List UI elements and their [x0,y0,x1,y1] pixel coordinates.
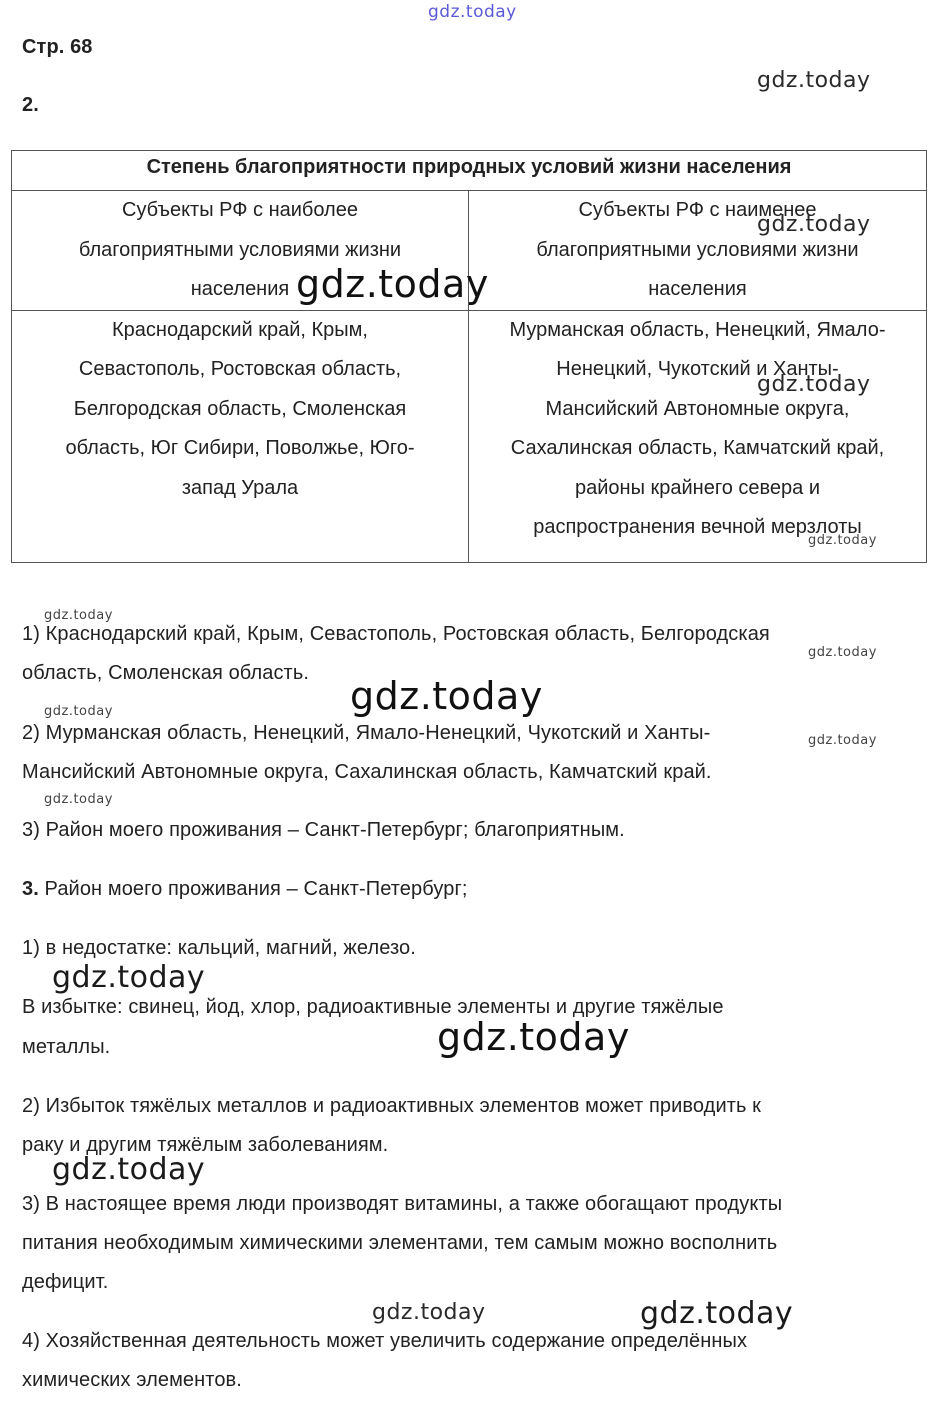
answer-line: 1) Краснодарский край, Крым, Севастополь, Ростовская область, Белгородская [22,623,770,645]
watermark-top: gdz.today [428,2,517,22]
table-title: Степень благоприятности природных условий жизни населения [12,151,927,191]
watermark: gdz.today [52,960,206,995]
cell-line: Сахалинская область, Камчатский край, [510,437,885,459]
task-2-number: 2. [22,94,39,116]
header-line: населения [648,278,747,300]
cell-line: Мансийский Автономные округа, [545,397,850,420]
answer-line: питания необходимым химическими элементами, тем самым можно восполнить [22,1232,778,1254]
watermark: gdz.today [808,733,877,748]
header-line: Субъекты РФ с наименее [578,199,817,221]
answer-line: 3) Район моего проживания – Санкт-Петербург; благоприятным. [22,819,625,841]
answer-line: раку и другим тяжёлым заболеваниям. [22,1134,389,1156]
watermark: gdz.today [808,645,877,660]
task-3-intro: Район моего проживания – Санкт-Петербург; [38,878,468,900]
watermark: gdz.today [808,533,877,548]
cell-line: Мурманская область, Ненецкий, Ямало- [509,318,886,341]
watermark: gdz.today [372,1300,486,1325]
answer-line: дефицит. [22,1271,109,1293]
table-cell-most-favorable [12,310,469,562]
table-cell-least-favorable [469,310,927,562]
cell-line: область, Юг Сибири, Поволжье, Юго- [65,437,415,459]
task-3-number: 3. [22,878,39,900]
watermark: gdz.today [757,212,871,237]
task-3-heading [22,870,468,909]
cell-line: Белгородская область, Смоленская [73,397,407,420]
answer-line: химических элементов. [22,1369,242,1391]
watermark: gdz.today [757,372,871,397]
answer-line: металлы. [22,1036,111,1058]
cell-line: Ненецкий, Чукотский и Ханты- [556,358,839,380]
watermark: gdz.today [44,608,113,623]
watermark: gdz.today [437,1015,630,1059]
page-reference: Стр. 68 [22,36,93,58]
answer-line: 1) в недостатке: кальций, магний, железо. [22,937,416,959]
watermark: gdz.today [44,792,113,807]
cell-line: распространения вечной мерзлоты [533,516,862,538]
cell-line: Севастополь, Ростовская область, [78,358,402,380]
cell-line: Краснодарский край, Крым, [112,318,368,341]
answer-line: 2) Мурманская область, Ненецкий, Ямало-Ненецкий, Чукотский и Ханты- [22,722,711,744]
watermark: gdz.today [640,1296,794,1331]
table-header-least-favorable [469,191,927,311]
watermark: gdz.today [757,68,871,93]
header-line: населения [190,278,290,300]
answer-line: 2) Избыток тяжёлых металлов и радиоактивных элементов может приводить к [22,1095,762,1117]
header-line: Субъекты РФ с наиболее [122,199,358,221]
answer-line: 3) В настоящее время люди производят витамины, а также обогащают продукты [22,1193,783,1215]
header-line: благоприятными условиями жизни [78,238,402,261]
watermark: gdz.today [44,704,113,719]
answer-line: Мансийский Автономные округа, Сахалинская область, Камчатский край. [22,761,712,783]
answer-line: 4) Хозяйственная деятельность может увеличить содержание определённых [22,1330,748,1352]
cell-line: запад Урала [181,476,299,499]
header-line: благоприятными условиями жизни [536,238,859,261]
watermark: gdz.today [350,674,543,718]
cell-line: районы крайнего севера и [574,476,820,499]
watermark: gdz.today [52,1152,206,1187]
watermark: gdz.today [296,262,489,306]
answer-line: В избытке: свинец, йод, хлор, радиоактивные элементы и другие тяжёлые [22,996,724,1018]
answer-line: область, Смоленская область. [22,662,309,684]
